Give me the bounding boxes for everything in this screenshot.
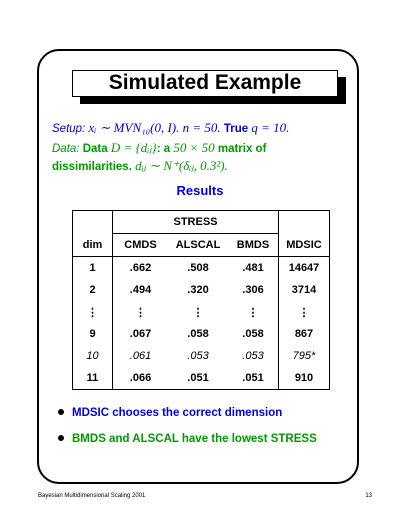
bullet-dot-icon [58, 435, 64, 441]
table-cell: .067 [113, 323, 169, 345]
table-cell: ⋮ [113, 301, 169, 323]
results-heading: Results [176, 183, 224, 198]
true-math: q = 10. [251, 120, 290, 135]
bullet-2 [58, 433, 317, 445]
table-cell: .481 [242, 262, 264, 274]
col-cmds: CMDS [113, 234, 169, 257]
table-cell: .662 [113, 257, 169, 280]
data-text-1: Data [82, 143, 108, 155]
stress-header: STRESS [113, 211, 279, 234]
table-cell: ⋮ [247, 306, 259, 319]
data-math-1: D = {dᵢⱼ} [110, 140, 157, 155]
bullet-dot-icon [58, 409, 64, 415]
table-cell: ⋮ [87, 306, 98, 319]
bullet-2-text: BMDS and ALSCAL have the lowest STRESS [72, 433, 317, 445]
data-text-4: dissimilarities. [52, 161, 132, 173]
table-cell: .320 [187, 284, 209, 296]
table-row [73, 301, 330, 323]
table-cell: ⋮ [279, 301, 330, 323]
table-cell: .306 [242, 284, 264, 296]
table-group-header-row [73, 211, 330, 234]
data-label: Data: [52, 143, 80, 155]
table-row [73, 323, 330, 345]
table-row [73, 279, 330, 301]
footer-page-number: 13 [365, 493, 372, 499]
data-line-2 [52, 158, 228, 175]
data-math-3: dᵢⱼ ∼ N⁺(δᵢⱼ, 0.3²). [135, 158, 228, 173]
col-bmds: BMDS [228, 234, 279, 257]
bullet-1-text: MDSIC chooses the correct dimension [72, 407, 283, 419]
table-cell: .058 [187, 328, 209, 340]
table-cell: 3714 [279, 279, 330, 301]
table-cell: .053 [187, 350, 209, 362]
data-text-3: matrix of [217, 143, 267, 155]
table-cell: 9 [89, 328, 96, 340]
setup-math: xᵢ ∼ MVN₁₀(0, I). n = 50. [88, 120, 221, 135]
table-cell: .051 [168, 367, 228, 390]
bullet-1 [58, 407, 282, 419]
col-mdsic: MDSIC [279, 234, 330, 257]
table-cell: .053 [242, 350, 264, 362]
stress-table [72, 210, 330, 390]
table-cell: 1 [89, 262, 96, 274]
data-math-2: 50 × 50 [173, 140, 215, 155]
footer-left: Bayesian Multidimensional Scaling 2001 [38, 493, 146, 499]
table-row [73, 367, 330, 390]
table-cell: 910 [279, 367, 330, 390]
table-cell: 10 [86, 350, 99, 362]
setup-line [52, 120, 289, 137]
table-cell: 867 [279, 323, 330, 345]
table-cell: ⋮ [192, 306, 204, 319]
table-cell: .508 [187, 262, 209, 274]
table-row [73, 257, 330, 280]
setup-label: Setup: [52, 123, 86, 135]
slide-title: Simulated Example [72, 70, 338, 97]
col-dim: dim [73, 234, 113, 257]
table-cell: .058 [242, 328, 264, 340]
table-row [73, 345, 330, 367]
col-alscal: ALSCAL [168, 234, 228, 257]
table-cell: .051 [228, 367, 279, 390]
table-cell: .061 [113, 345, 169, 367]
table-cell: 795* [279, 345, 330, 367]
data-line-1 [52, 140, 266, 157]
table-header-row [73, 234, 330, 257]
table-cell: 11 [73, 367, 113, 390]
data-text-2: : a [156, 143, 171, 155]
table-cell: .494 [113, 279, 169, 301]
table-cell: 14647 [279, 257, 330, 280]
table-cell: 2 [89, 284, 96, 296]
table-cell: .066 [113, 367, 169, 390]
true-label: True [223, 123, 249, 135]
